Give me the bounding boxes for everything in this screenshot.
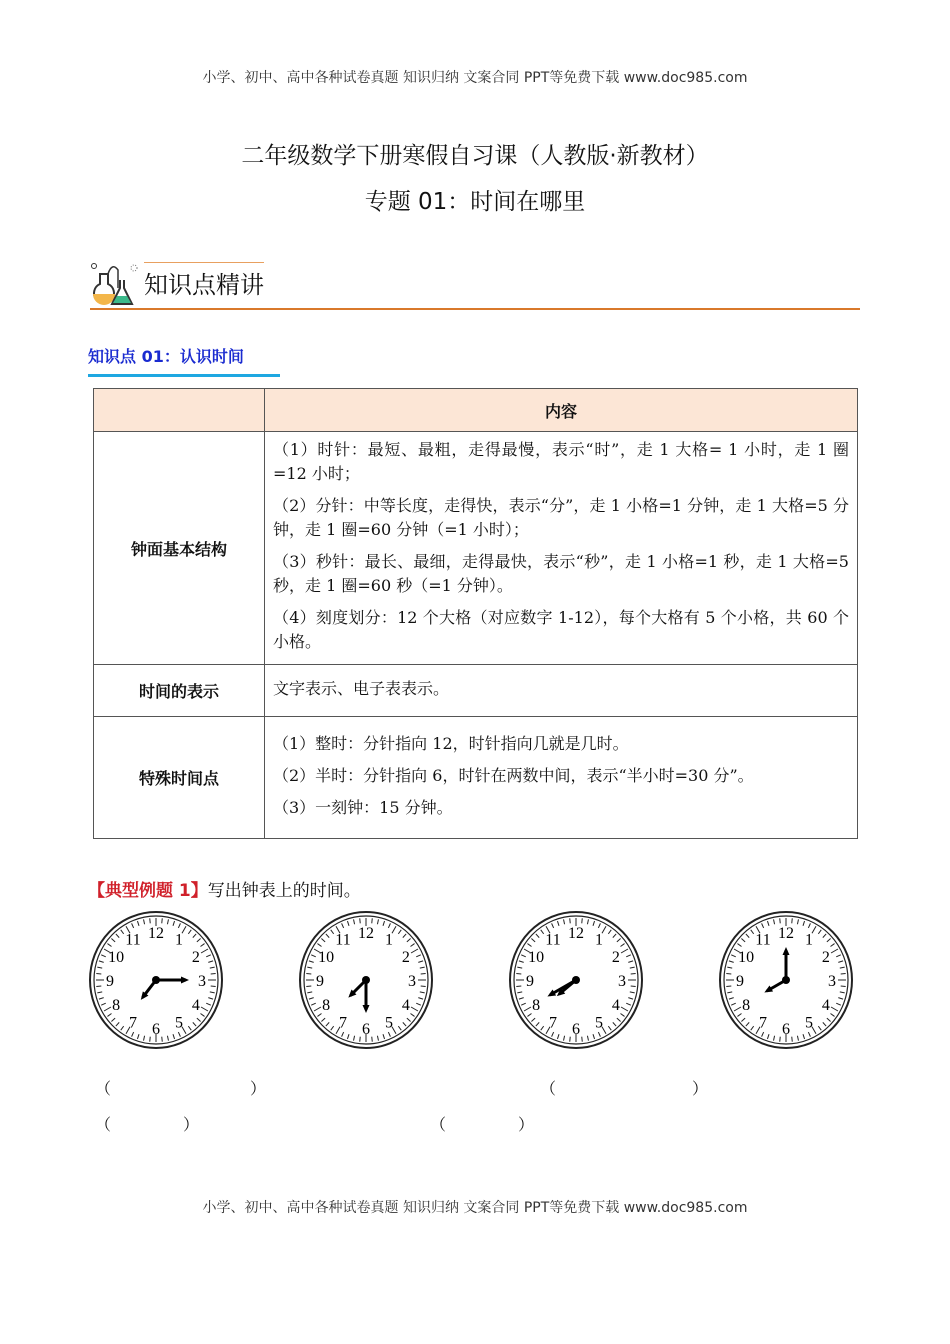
minute-hand xyxy=(783,947,790,980)
svg-text:11: 11 xyxy=(545,931,561,949)
section-heading xyxy=(90,258,860,310)
svg-text:12: 12 xyxy=(568,925,584,942)
row-item: 文字表示、电子表表示。 xyxy=(273,678,450,698)
svg-text:2: 2 xyxy=(191,949,200,966)
answer-bracket-close: ） xyxy=(183,1115,200,1134)
svg-text:12: 12 xyxy=(778,925,794,942)
example-question xyxy=(88,876,361,901)
row-label: 特殊时间点 xyxy=(94,717,265,839)
row-item: （4）刻度划分：12 个大格（对应数字 1-12），每个大格有 5 个小格，共 60 个小格。 xyxy=(273,608,849,651)
answer-bracket-close: ） xyxy=(250,1079,267,1098)
svg-text:5: 5 xyxy=(175,1014,183,1032)
svg-text:5: 5 xyxy=(595,1014,603,1032)
table-row xyxy=(94,432,858,665)
svg-text:10: 10 xyxy=(318,949,335,966)
answer-bracket-open: （ xyxy=(95,1115,112,1134)
svg-text:2: 2 xyxy=(401,949,410,966)
minute-hand xyxy=(156,977,189,984)
svg-text:1: 1 xyxy=(805,931,813,949)
answer-bracket-open: （ xyxy=(430,1115,447,1134)
svg-text:4: 4 xyxy=(611,997,620,1014)
svg-text:6: 6 xyxy=(572,1021,580,1038)
svg-text:3: 3 xyxy=(828,973,836,990)
svg-text:9: 9 xyxy=(526,973,534,990)
svg-text:8: 8 xyxy=(322,997,331,1014)
example-text: 写出钟表上的时间。 xyxy=(207,881,361,901)
svg-text:7: 7 xyxy=(129,1014,137,1032)
section-title: 知识点精讲 xyxy=(144,262,264,300)
svg-text:7: 7 xyxy=(339,1014,347,1032)
svg-text:8: 8 xyxy=(112,997,121,1014)
svg-text:2: 2 xyxy=(821,949,830,966)
svg-text:8: 8 xyxy=(742,997,751,1014)
svg-text:9: 9 xyxy=(106,973,114,990)
row-item: （2）半时：分针指向 6，时针在两数中间，表示“半小时=30 分”。 xyxy=(273,765,754,785)
row-item: （1）整时：分针指向 12，时针指向几就是几时。 xyxy=(273,733,629,753)
document-subtitle: 专题 01：时间在哪里 xyxy=(364,189,586,215)
document-title: 二年级数学下册寒假自习课（人教版·新教材） xyxy=(241,143,709,169)
table-row xyxy=(94,717,858,839)
svg-text:10: 10 xyxy=(528,949,545,966)
svg-text:10: 10 xyxy=(738,949,755,966)
table-header-content: 内容 xyxy=(265,389,858,432)
flask-icon xyxy=(90,260,140,306)
svg-text:2: 2 xyxy=(611,949,620,966)
table-header-empty xyxy=(94,389,265,432)
knowledge-table xyxy=(93,388,858,839)
answer-bracket-close: ） xyxy=(692,1079,709,1098)
svg-text:12: 12 xyxy=(358,925,374,942)
page-footer: 小学、初中、高中各种试卷真题 知识归纳 文案合同 PPT等免费下载 www.doc985.com xyxy=(202,1200,748,1216)
svg-text:6: 6 xyxy=(152,1021,160,1038)
knowledge-point-heading: 知识点 01：认识时间 xyxy=(88,344,280,377)
svg-text:3: 3 xyxy=(618,973,626,990)
svg-text:8: 8 xyxy=(532,997,541,1014)
svg-text:11: 11 xyxy=(335,931,351,949)
answer-bracket-open: （ xyxy=(95,1079,112,1098)
svg-text:5: 5 xyxy=(385,1014,393,1032)
svg-text:12: 12 xyxy=(148,925,164,942)
svg-text:6: 6 xyxy=(782,1021,790,1038)
svg-text:1: 1 xyxy=(175,931,183,949)
row-item: （2）分针：中等长度，走得快，表示“分”，走 1 小格=1 分钟，走 1 大格=5 分钟，走 1 圈=60 分钟（=1 小时）； xyxy=(273,496,849,539)
svg-text:11: 11 xyxy=(125,931,141,949)
svg-text:3: 3 xyxy=(408,973,416,990)
clock-face xyxy=(508,910,644,1050)
example-tag: 【典型例题 1】 xyxy=(88,881,208,901)
clock-face xyxy=(718,910,854,1050)
svg-text:5: 5 xyxy=(805,1014,813,1032)
svg-text:3: 3 xyxy=(198,973,206,990)
svg-text:4: 4 xyxy=(821,997,830,1014)
svg-text:9: 9 xyxy=(316,973,324,990)
svg-text:1: 1 xyxy=(385,931,393,949)
row-label: 钟面基本结构 xyxy=(94,432,265,665)
clock-face xyxy=(88,910,224,1050)
svg-text:6: 6 xyxy=(362,1021,370,1038)
row-item: （1）时针：最短、最粗，走得最慢，表示“时”，走 1 大格= 1 小时，走 1 圈=12 小时； xyxy=(273,440,849,483)
svg-text:7: 7 xyxy=(759,1014,767,1032)
svg-text:11: 11 xyxy=(755,931,771,949)
svg-text:1: 1 xyxy=(595,931,603,949)
svg-text:10: 10 xyxy=(108,949,125,966)
row-item: （3）一刻钟：15 分钟。 xyxy=(273,797,453,817)
table-row xyxy=(94,665,858,717)
svg-text:4: 4 xyxy=(191,997,200,1014)
svg-text:9: 9 xyxy=(736,973,744,990)
page-header: 小学、初中、高中各种试卷真题 知识归纳 文案合同 PPT等免费下载 www.doc985.com xyxy=(202,70,748,86)
answer-bracket-close: ） xyxy=(518,1115,535,1134)
minute-hand xyxy=(363,980,370,1013)
svg-text:4: 4 xyxy=(401,997,410,1014)
svg-text:7: 7 xyxy=(549,1014,557,1032)
clock-face xyxy=(298,910,434,1050)
row-label: 时间的表示 xyxy=(94,665,265,717)
row-item: （3）秒针：最长、最细，走得最快，表示“秒”，走 1 小格=1 秒，走 1 大格=5 秒，走 1 圈=60 秒（=1 分钟）。 xyxy=(273,552,849,595)
answer-bracket-open: （ xyxy=(540,1079,557,1098)
